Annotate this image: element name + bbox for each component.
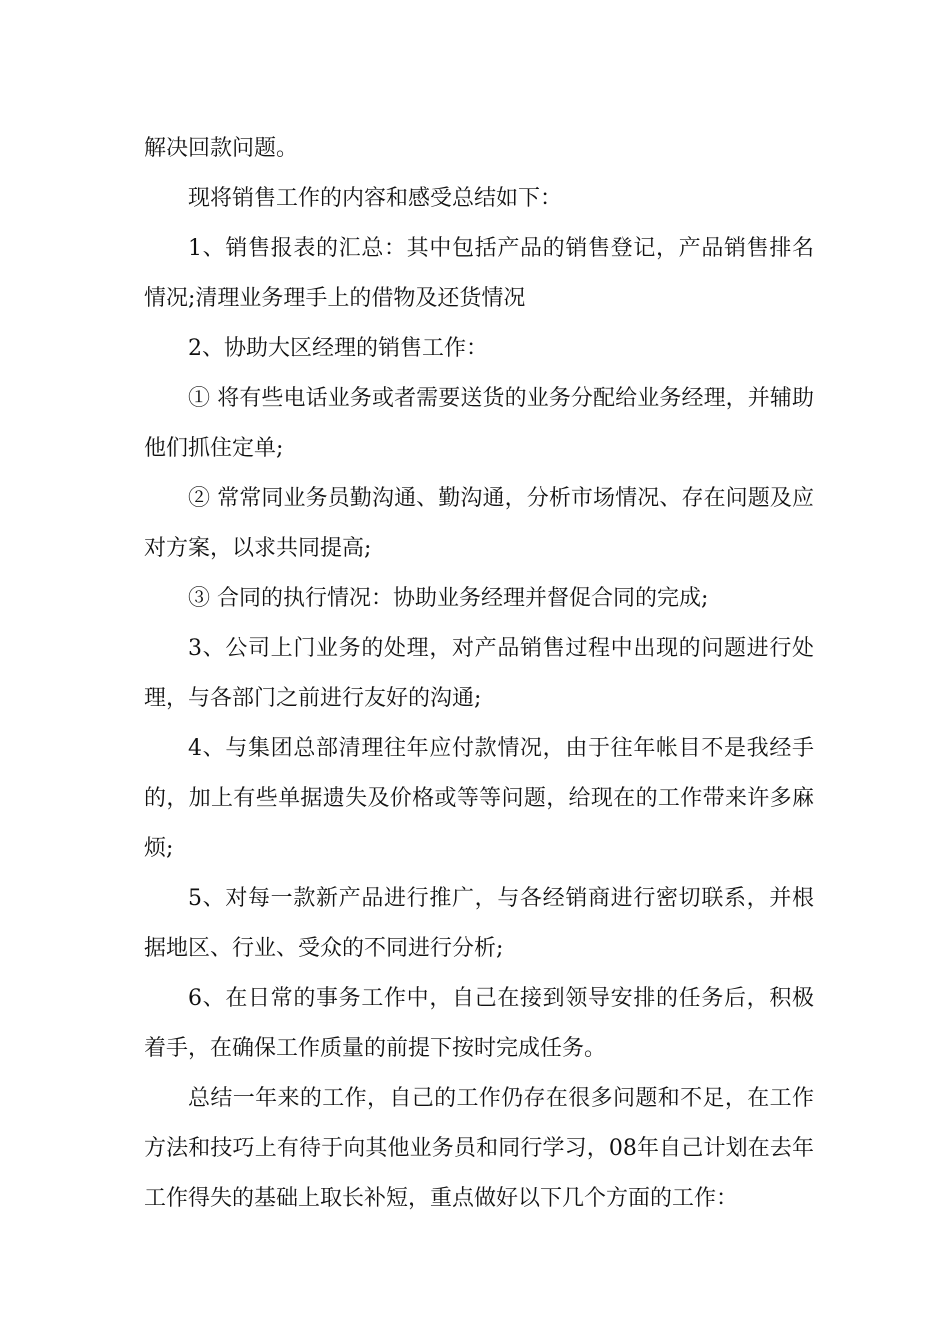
paragraph-item-5: 5、对每一款新产品进行推广，与各经销商进行密切联系，并根据地区、行业、受众的不同进行分析; (144, 886, 814, 961)
paragraph-item-4: 4、与集团总部清理往年应付款情况，由于往年帐目不是我经手的，加上有些单据遗失及价格或等等问题，给现在的工作带来许多麻烦; (144, 736, 814, 861)
paragraph-continuation: 解决回款问题。 (144, 136, 299, 161)
document-body (144, 124, 814, 1224)
paragraph-intro: 现将销售工作的内容和感受总结如下： (188, 186, 563, 211)
paragraph-subitem-2: ② 常常同业务员勤沟通、勤沟通，分析市场情况、存在问题及应对方案，以求共同提高; (144, 486, 814, 561)
paragraph-item-3: 3、公司上门业务的处理，对产品销售过程中出现的问题进行处理，与各部门之前进行友好的沟通; (144, 636, 814, 711)
paragraph-subitem-1: ① 将有些电话业务或者需要送货的业务分配给业务经理，并辅助他们抓住定单; (144, 386, 814, 461)
paragraph-subitem-3: ③ 合同的执行情况：协助业务经理并督促合同的完成; (188, 586, 709, 611)
paragraph-item-1: 1、销售报表的汇总：其中包括产品的销售登记，产品销售排名情况;清理业务理手上的借物及还货情况 (144, 236, 814, 311)
paragraph-item-6: 6、在日常的事务工作中，自己在接到领导安排的任务后，积极着手，在确保工作质量的前提下按时完成任务。 (144, 986, 814, 1061)
paragraph-item-2: 2、协助大区经理的销售工作： (188, 336, 488, 361)
paragraph-summary: 总结一年来的工作，自己的工作仍存在很多问题和不足，在工作方法和技巧上有待于向其他业务员和同行学习，08年自己计划在去年工作得失的基础上取长补短，重点做好以下几个方面的工作： (144, 1086, 814, 1211)
